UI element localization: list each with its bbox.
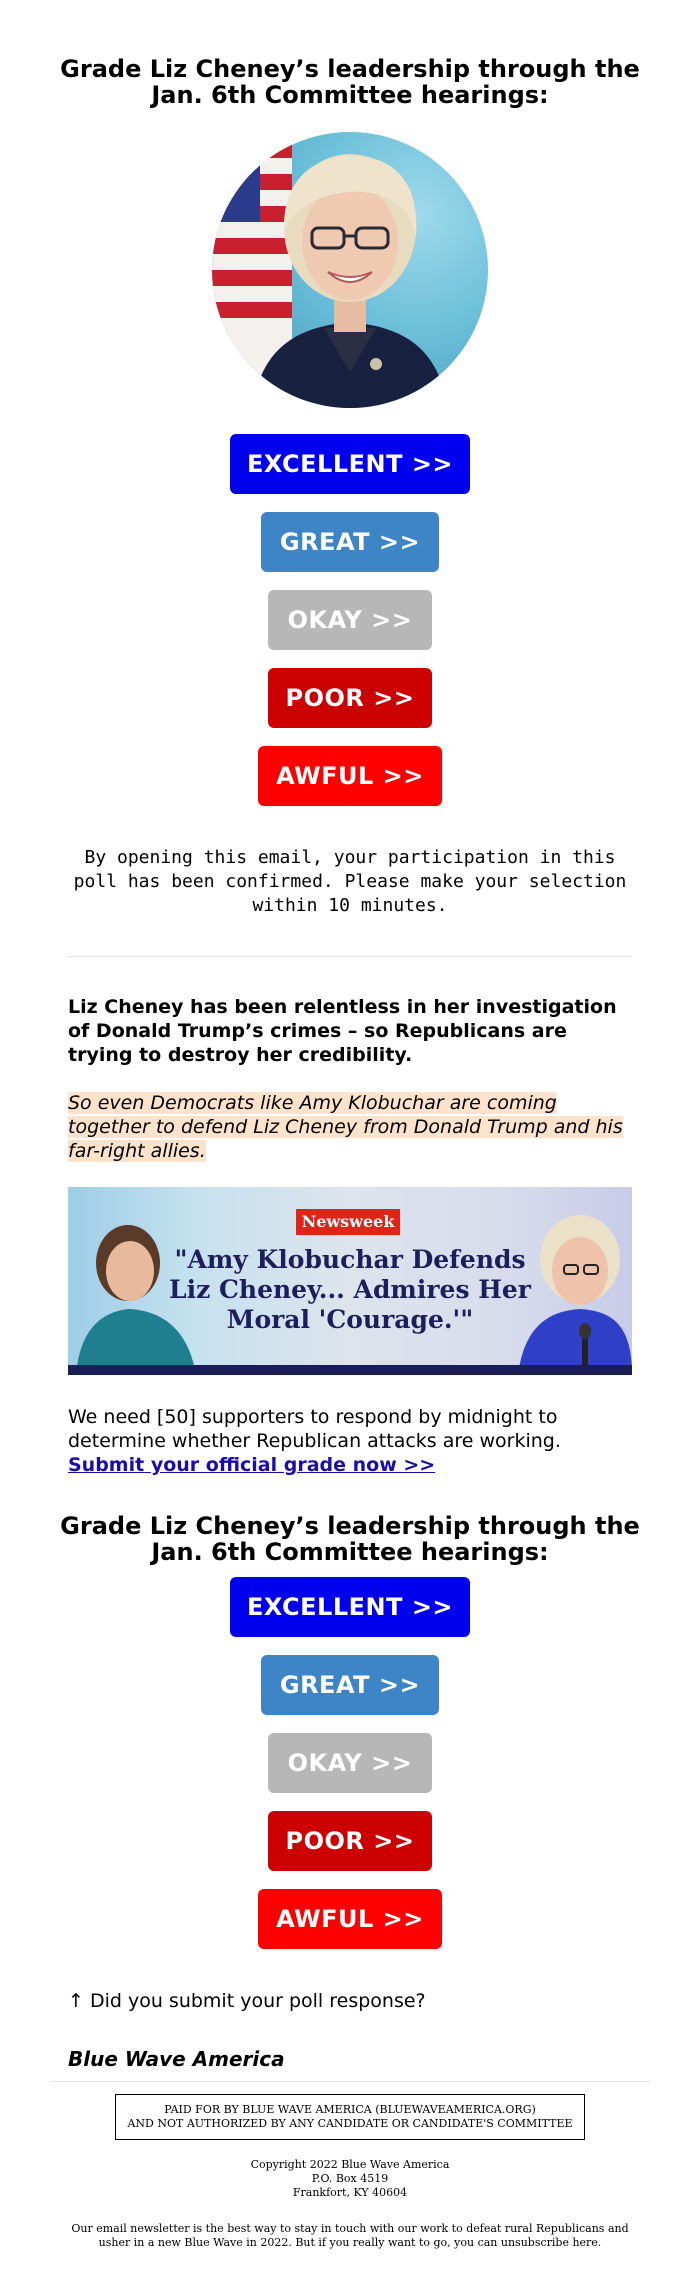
great-button-2[interactable]: GREAT >>: [261, 1655, 439, 1715]
poll-buttons-bottom: [0, 1577, 700, 1967]
newsweek-banner[interactable]: [68, 1187, 632, 1375]
po-box: P.O. Box 4519: [311, 2172, 389, 2185]
submit-question: ↑ Did you submit your poll response?: [68, 1990, 426, 2012]
highlight-text: So even Democrats like Amy Klobuchar are coming together to defend Liz Cheney from Donald Trump and his far-right allies.: [68, 1092, 623, 1162]
banner-bottom-bar: [68, 1365, 632, 1375]
awful-button[interactable]: AWFUL >>: [258, 746, 442, 806]
copyright: Copyright 2022 Blue Wave America: [250, 2158, 450, 2171]
excellent-button[interactable]: EXCELLENT >>: [230, 434, 470, 494]
divider: [68, 956, 632, 957]
okay-button-2[interactable]: OKAY >>: [268, 1733, 432, 1793]
signature: Blue Wave America: [68, 2047, 285, 2071]
call-to-action-paragraph: [68, 1405, 632, 1477]
unsubscribe-link[interactable]: unsubscribe here.: [500, 2236, 602, 2249]
banner-quote: "Amy Klobuchar Defends Liz Cheney... Admires Her Moral 'Courage.'": [169, 1245, 531, 1334]
poor-button-2[interactable]: POOR >>: [268, 1811, 432, 1871]
newsweek-badge: Newsweek: [296, 1209, 400, 1235]
great-button[interactable]: GREAT >>: [261, 512, 439, 572]
poll-title-repeat: Grade Liz Cheney’s leadership through the Jan. 6th Committee hearings:: [60, 1512, 640, 1566]
newsletter-note: [60, 2222, 640, 2250]
paid-line-2: AND NOT AUTHORIZED BY ANY CANDIDATE OR CANDIDATE'S COMMITTEE: [127, 2117, 573, 2130]
poor-button[interactable]: POOR >>: [268, 668, 432, 728]
submit-grade-link[interactable]: Submit your official grade now >>: [68, 1454, 436, 1476]
highlight-paragraph: [68, 1091, 632, 1163]
okay-button[interactable]: OKAY >>: [268, 590, 432, 650]
newsletter-note-text: Our email newsletter is the best way to stay in touch with our work to defeat rural Republicans and usher in a new Blue Wave in 2022. But if you really want to go, you can: [71, 2222, 629, 2249]
portrait-illustration: [212, 132, 488, 408]
awful-button-2[interactable]: AWFUL >>: [258, 1889, 442, 1949]
excellent-button-2[interactable]: EXCELLENT >>: [230, 1577, 470, 1637]
intro-paragraph: Liz Cheney has been relentless in her investigation of Donald Trump’s crimes – so Republicans are trying to destroy her credibility.: [68, 996, 617, 1066]
liz-cheney-portrait: [212, 132, 488, 408]
call-to-action-text: We need [50] supporters to respond by midnight to determine whether Republican attacks are working.: [68, 1406, 561, 1452]
poll-title: Grade Liz Cheney’s leadership through the Jan. 6th Committee hearings:: [60, 55, 640, 109]
poll-buttons-top: [0, 434, 700, 824]
footer-divider: [50, 2081, 650, 2082]
city-state: Frankfort, KY 40604: [292, 2186, 408, 2199]
footer-address: [0, 2158, 700, 2200]
paid-for-disclaimer: [115, 2094, 585, 2140]
paid-line-1: PAID FOR BY BLUE WAVE AMERICA (BLUEWAVEAMERICA.ORG): [164, 2103, 536, 2116]
participation-notice: By opening this email, your participation in this poll has been confirmed. Please make your selection within 10 minutes.: [73, 847, 627, 916]
portrait-container: [0, 132, 700, 408]
